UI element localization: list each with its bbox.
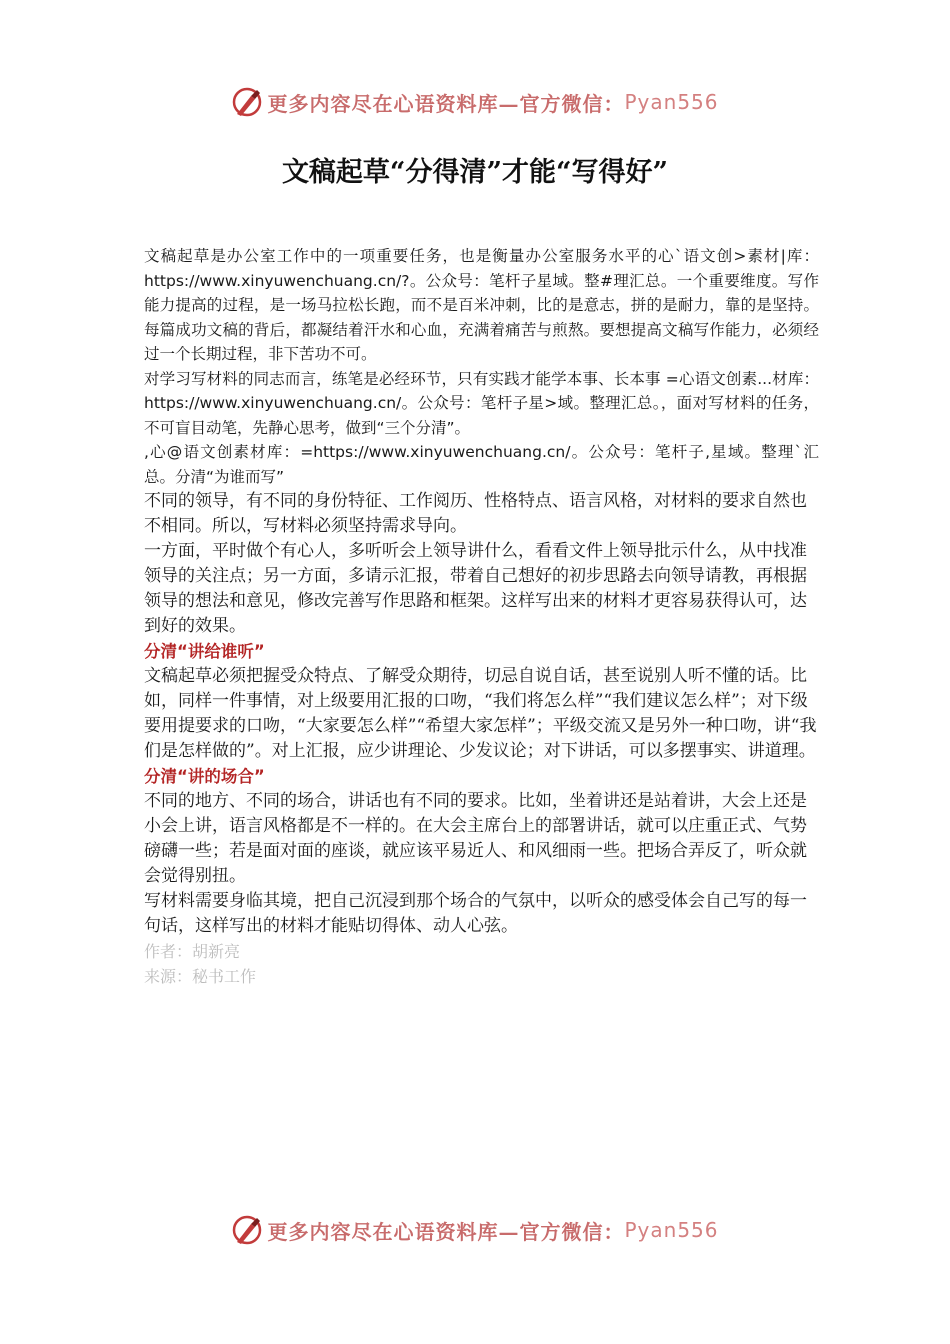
body-paragraph-4: 不同的地方、不同的场合，讲话也有不同的要求。比如，坐着讲还是站着讲，大会上还是小会上讲，语言风格都是不一样的。在大会主席台上的部署讲话，就可以庄重正式、气势磅礴一些；若是面对面的座谈，就应该平易近人、和风细雨一些。把场合弄反了，听众就会觉得别扭。 (144, 791, 807, 886)
footer-banner-id: Pyan556 (624, 1218, 719, 1242)
section-heading-3: 分清“讲的场合” (144, 767, 265, 786)
body-paragraph-2: 一方面，平时做个有心人，多听听会上领导讲什么，看看文件上领导批示什么，从中找准领导的关注点；另一方面，多请示汇报，带着自己想好的初步思路去向领导请教，再根据领导的想法和意见，修改完善写作思路和框架。这样写出来的材料才更容易获得认可，达到好的效果。 (144, 541, 807, 636)
body-paragraph-1: 不同的领导，有不同的身份特征、工作阅历、性格特点、语言风格，对材料的要求自然也不相同。所以，写材料必须坚持需求导向。 (144, 491, 807, 536)
article-title: 文稿起草“分得清”才能“写得好” (281, 157, 669, 188)
intro-paragraph-2: 对学习写材料的同志而言，练笔是必经环节，只有实践才能学本事、长本事 =心语文创素...材库：https://www.xinyuwenchuang.cn/。公众号：笔杆子星>域。整理汇总。，面对写材料的任务，不可盲目动笔，先静心思考，做到“三个分清”。 (144, 369, 819, 437)
footer-banner-text: 更多内容尽在心语资料库—官方微信： (267, 1219, 625, 1244)
intro-paragraph-1: 文稿起草是办公室工作中的一项重要任务，也是衡量办公室服务水平的心`语文创>素材|库：https://www.xinyuwenchuang.cn/?。公众号：笔杆子星域。整#理汇总。一个重要维度。写作能力提高的过程，是一场马拉松长跑，而不是百米冲刺，比的是意志，拼的是耐力，靠的是坚持。每篇成功文稿的背后，都凝结着汗水和心血，充满着痛苦与煎熬。要想提高文稿写作能力，必须经过一个长期过程，非下苦功不可。 (144, 247, 819, 363)
body-paragraph-3: 文稿起草必须把握受众特点、了解受众期待，切忌自说自话，甚至说别人听不懂的话。比如，同样一件事情，对上级要用汇报的口吻，“我们将怎么样”“我们建议怎么样”；对下级要用提要求的口吻，“大家要怎么样”“希望大家怎样”；平级交流又是另外一种口吻，讲“我们是怎样做的”。对上汇报，应少讲理论、少发议论；对下讲话，可以多摆事实、讲道理。 (144, 666, 817, 761)
article-body (144, 244, 819, 989)
header-banner (0, 82, 950, 122)
intro-paragraph-3: ,心@语文创素材库：=https://www.xinyuwenchuang.cn/。公众号：笔杆子,星域。整理`汇总。分清“为谁而写” (144, 443, 819, 486)
section-heading-2: 分清“讲给谁听” (144, 642, 265, 661)
body-paragraph-5: 写材料需要身临其境，把自己沉浸到那个场合的气氛中，以听众的感受体会自己写的每一句话，这样写出的材料才能贴切得体、动人心弦。 (144, 891, 807, 936)
footer-banner (0, 1210, 950, 1250)
header-banner-text: 更多内容尽在心语资料库—官方微信： (267, 91, 625, 116)
pen-logo-icon (231, 86, 263, 118)
author-line: 作者：胡新亮 (144, 942, 241, 961)
pen-logo-icon (231, 1214, 263, 1246)
source-line: 来源：秘书工作 (144, 967, 257, 986)
header-banner-id: Pyan556 (624, 90, 719, 114)
